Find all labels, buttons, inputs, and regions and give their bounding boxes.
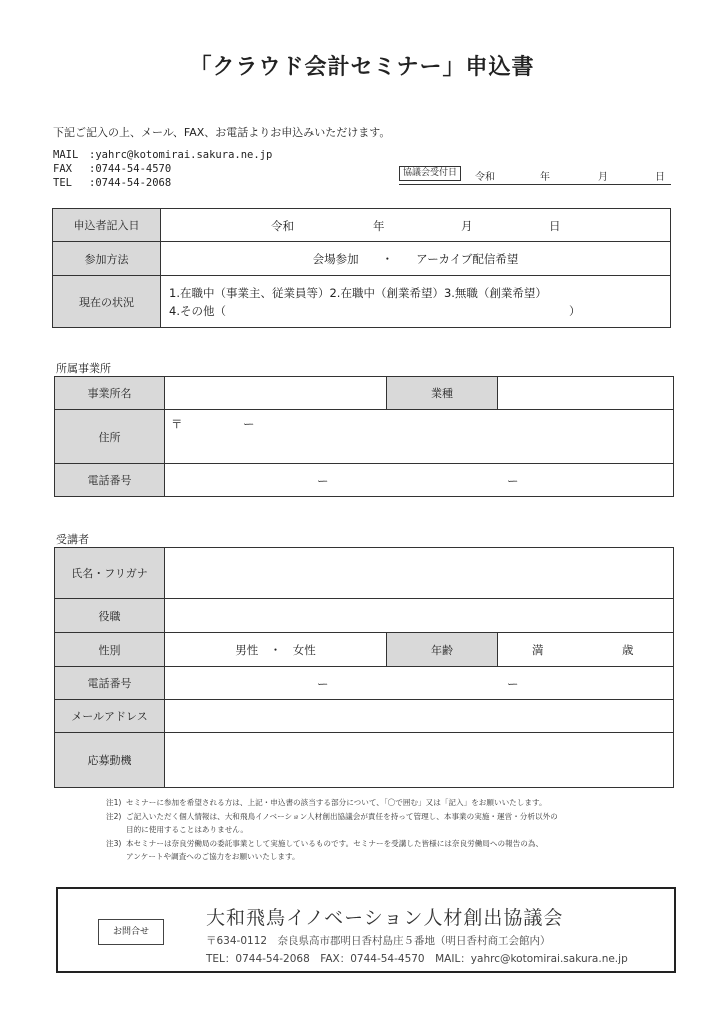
industry-field[interactable] [498,377,674,410]
name-label: 氏名・フリガナ [55,548,165,599]
attendee-phone-field[interactable] [165,667,674,700]
date-label: 申込者記入日 [53,209,161,242]
date-era: 令和 [271,218,294,233]
industry-label: 業種 [387,377,498,410]
date-month: 月 [461,218,473,233]
contact-value: :yahrc@kotomirai.sakura.ne.jp [89,149,273,161]
email-field[interactable] [165,700,674,733]
reception-month: 月 [598,172,608,183]
phone-dash: ー [507,676,519,691]
office-phone-field[interactable] [165,464,674,497]
date-day: 日 [549,218,561,233]
note-item [106,823,558,837]
contact-fax [53,162,272,176]
note-number: 注2) [106,811,122,821]
intro-text: 下記ご記入の上、メール、FAX、お電話よりお申込みいただけます。 [53,126,391,139]
status-line-1: 1.在職中（事業主、従業員等）2.在職中（創業希望）3.無職（創業希望） [169,285,547,300]
name-field[interactable] [165,548,674,599]
contact-list [53,148,272,190]
postal-mark: 〒 [171,417,183,431]
organization-address: 〒634-0112 奈良県高市郡明日香村島庄５番地（明日香村商工会館内） [206,935,551,947]
note-text: 目的に使用することはありません。 [126,825,248,834]
position-label: 役職 [55,599,165,633]
applicant-table [52,208,671,328]
note-item [106,837,558,851]
page-title: 「クラウド会計セミナー」申込書 [189,55,535,80]
organization-contact: TEL：0744-54-2068 FAX：0744-54-4570 MAIL：yahrc@kotomirai.sakura.ne.jp [206,953,628,965]
motive-field[interactable] [165,733,674,788]
office-phone-label: 電話番号 [55,464,165,497]
age-suffix: 歳 [622,642,634,657]
phone-dash: ー [317,676,329,691]
address-label: 住所 [55,410,165,464]
note-text: 本セミナーは奈良労働局の委託事業として実施しているものです。セミナーを受講した皆様には奈良労働局への報告の為、 [126,838,544,848]
contact-tel [53,176,272,190]
motive-label: 応募動機 [55,733,165,788]
attendee-table [54,547,674,788]
attendee-section-label: 受講者 [56,533,89,546]
age-field[interactable] [498,633,674,667]
age-label: 年齢 [387,633,498,667]
note-text: セミナーに参加を希望される方は、上記・申込書の該当する部分について、「〇で囲む」又は「記入」をお願いいたします。 [126,798,547,807]
reception-day: 日 [655,172,665,183]
gender-options[interactable]: 男性 ・ 女性 [165,633,387,667]
address-field[interactable] [165,410,674,464]
organization-name: 大和飛鳥イノベーション人材創出協議会 [206,907,564,929]
position-field[interactable] [165,599,674,633]
note-number: 注1) [106,798,122,807]
method-label: 参加方法 [53,242,161,276]
contact-value: :0744-54-2068 [89,177,172,189]
office-name-label: 事業所名 [55,377,165,410]
status-options[interactable] [161,276,671,328]
note-number: 注3) [106,838,122,848]
date-year: 年 [373,218,385,233]
email-label: メールアドレス [55,700,165,733]
contact-mail [53,148,272,162]
attendee-phone-label: 電話番号 [55,667,165,700]
status-label: 現在の状況 [53,276,161,328]
note-number [106,823,126,837]
contact-value: :0744-54-4570 [89,163,172,175]
date-field[interactable] [161,209,671,242]
gender-label: 性別 [55,633,165,667]
notes [106,796,558,864]
note-text: ご記入いただく個人情報は、大和飛鳥イノベーション人材創出協議会が責任を持って管理し、本事業の実施・運営・分析以外の [126,811,558,821]
reception-year: 年 [540,172,550,183]
age-prefix: 満 [532,642,544,657]
reception-label: 協議会受付日 [399,166,461,181]
note-number [106,850,126,864]
contact-label: TEL [53,177,72,189]
inquiry-label: お問合せ [98,919,164,945]
phone-dash: ー [317,473,329,488]
footer-contact-box [56,887,676,973]
office-section-label: 所属事業所 [56,362,111,375]
office-name-field[interactable] [165,377,387,410]
note-item [106,810,558,824]
contact-label: FAX [53,163,72,175]
note-item [106,796,558,810]
status-line-2-suffix: ） [569,303,581,318]
phone-dash: ー [507,473,519,488]
status-line-2-prefix: 4.その他（ [169,303,226,318]
note-item [106,850,558,864]
postal-dash: ー [243,417,255,431]
office-table [54,376,674,497]
reception-era: 令和 [475,172,495,183]
contact-label: MAIL [53,149,79,161]
method-options[interactable]: 会場参加 ・ アーカイブ配信希望 [161,242,671,276]
note-text: アンケートや調査へのご協力をお願いいたします。 [126,852,300,861]
reception-date [399,166,671,185]
